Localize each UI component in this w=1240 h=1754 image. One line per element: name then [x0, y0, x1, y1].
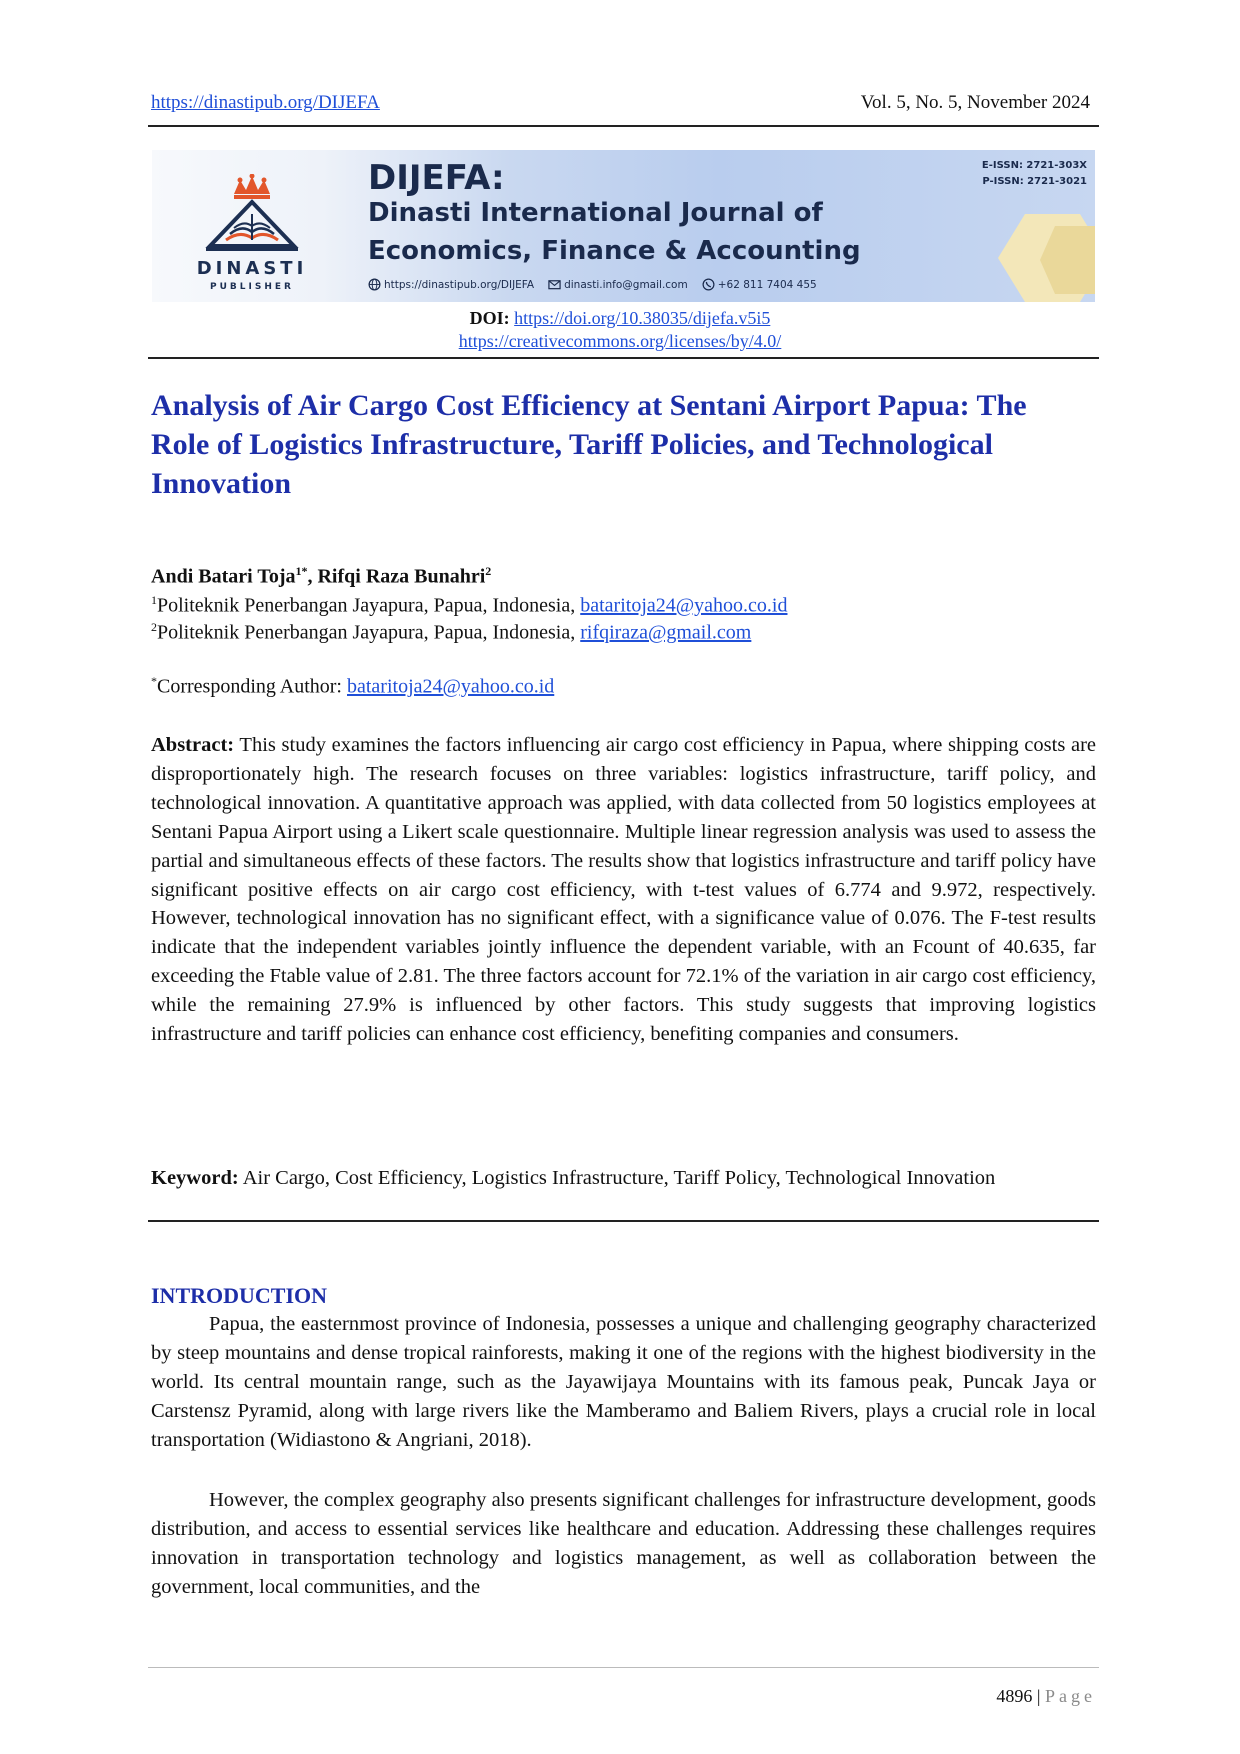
contact-web: https://dinastipub.org/DIJEFA: [384, 278, 535, 291]
footer-separator: |: [1036, 1686, 1041, 1706]
header-rule: [148, 125, 1099, 127]
hexagon-decoration-icon: [985, 214, 1095, 302]
footer-rule: [148, 1667, 1099, 1668]
contact-email: dinasti.info@gmail.com: [564, 278, 688, 291]
corresponding-author: [151, 674, 554, 699]
globe-icon: [368, 278, 381, 291]
affiliation-text: Politeknik Penerbangan Jayapura, Papua, Indonesia,: [157, 594, 581, 617]
doi-line: [0, 308, 1240, 329]
intro-paragraph-1: Papua, the easternmost province of Indonesia, possesses a unique and challenging geography characterized by steep mountains and dense tropical rainforests, making it one of the regions with the highest biodiversity in the world. Its central mountain range, such as the Jayawijaya Mountains with its famous peak, Puncak Jaya or Carstensz Pyramid, along with large rivers like the Mamberamo and Baliem Rivers, plays a crucial role in local transportation (Widiastono & Angriani, 2018).: [151, 1313, 1096, 1451]
journal-url-link[interactable]: https://dinastipub.org/DIJEFA: [151, 92, 380, 113]
license-line: [0, 331, 1240, 352]
contact-phone: +62 811 7404 455: [717, 278, 817, 291]
abstract-text: This study examines the factors influencing air cargo cost efficiency in Papua, where shipping costs are disproportionately high. The research focuses on three variables: logistics infrastructure, tariff policy, and technological innovation. A quantitative approach was applied, with data collected from 50 logistics employees at Sentani Papua Airport using a Likert scale questionnaire. Multiple linear regression analysis was used to assess the partial and simultaneous effects of these factors. The results show that logistics infrastructure and tariff policy have significant positive effects on air cargo cost efficiency, with t-test values of 6.774 and 9.972, respectively. However, technological innovation has no significant effect, with a significance value of 0.076. The F-test results indicate that the independent variables jointly influence the dependent variable, with an Fcount of 40.635, far exceeding the Ftable value of 2.81. The three factors account for 72.1% of the variation in air cargo cost efficiency, while the remaining 27.9% is influenced by other factors. This study suggests that improving logistics infrastructure and tariff policies can enhance cost efficiency, benefiting companies and consumers.: [151, 734, 1096, 1046]
banner-title: DIJEFA:: [368, 158, 505, 198]
crown-book-logo-icon: [200, 174, 304, 258]
journal-banner: [152, 150, 1095, 302]
corresponding-sup: *: [151, 674, 157, 688]
eissn: E-ISSN: 2721-303X: [981, 160, 1087, 171]
doi-label: DOI:: [469, 308, 510, 328]
affiliation-sup: 2: [151, 620, 157, 634]
publisher-logo: [152, 150, 352, 302]
author-separator: ,: [307, 565, 318, 588]
keyword-label: Keyword:: [151, 1167, 239, 1189]
author-email-link[interactable]: rifqiraza@gmail.com: [580, 621, 752, 644]
section-heading: INTRODUCTION: [151, 1283, 328, 1308]
banner-contacts: [368, 278, 817, 291]
issn-block: [982, 158, 1087, 190]
affiliation-2: [151, 620, 751, 645]
abstract-label: Abstract:: [151, 734, 235, 756]
intro-paragraph-2: However, the complex geography also presents significant challenges for infrastructure development, goods distribution, and access to essential services like healthcare and education. Addressing these challenges requires innovation in transportation technology and logistics management, as well as collaboration between the government, local communities, and the: [151, 1489, 1096, 1598]
affiliation-sup: 1: [151, 593, 157, 607]
keywords-rule: [148, 1220, 1099, 1222]
phone-icon: [702, 278, 715, 291]
author-sup: 2: [485, 564, 492, 578]
author-list: [151, 564, 491, 589]
logo-sub: PUBLISHER: [210, 282, 294, 292]
license-link[interactable]: https://creativecommons.org/licenses/by/4.0/: [458, 331, 782, 351]
affiliation-text: Politeknik Penerbangan Jayapura, Papua, Indonesia,: [157, 621, 581, 644]
page-word: Page: [1045, 1686, 1096, 1706]
doi-link[interactable]: https://doi.org/10.38035/dijefa.v5i5: [514, 308, 771, 328]
abstract: [151, 731, 1096, 1049]
author-name: Andi Batari Toja: [151, 565, 296, 588]
author-email-link[interactable]: bataritoja24@yahoo.co.id: [580, 594, 788, 617]
page-footer: [996, 1686, 1096, 1707]
author-name: Rifqi Raza Bunahri: [317, 565, 486, 588]
doi-rule: [148, 357, 1099, 359]
volume-info: Vol. 5, No. 5, November 2024: [860, 92, 1090, 113]
page-number: 4896: [996, 1686, 1033, 1706]
pissn: P-ISSN: 2721-3021: [982, 176, 1087, 187]
corresponding-email-link[interactable]: bataritoja24@yahoo.co.id: [347, 675, 555, 698]
keyword-text: Air Cargo, Cost Efficiency, Logistics Infrastructure, Tariff Policy, Technological Innovation: [242, 1167, 996, 1189]
paper-title: Analysis of Air Cargo Cost Efficiency at Sentani Airport Papua: The Role of Logistics Infrastructure, Tariff Policies, and Technological Innovation: [151, 389, 1027, 500]
corresponding-label: Corresponding Author:: [157, 675, 347, 698]
affiliation-1: [151, 593, 787, 618]
banner-subtitle-line2: Economics, Finance & Accounting: [368, 236, 861, 266]
banner-subtitle-line1: Dinasti International Journal of: [368, 198, 823, 228]
logo-name: DINASTI: [196, 258, 308, 279]
keywords: [151, 1164, 1096, 1192]
author-sup: 1*: [295, 564, 308, 578]
mail-icon: [548, 278, 561, 291]
